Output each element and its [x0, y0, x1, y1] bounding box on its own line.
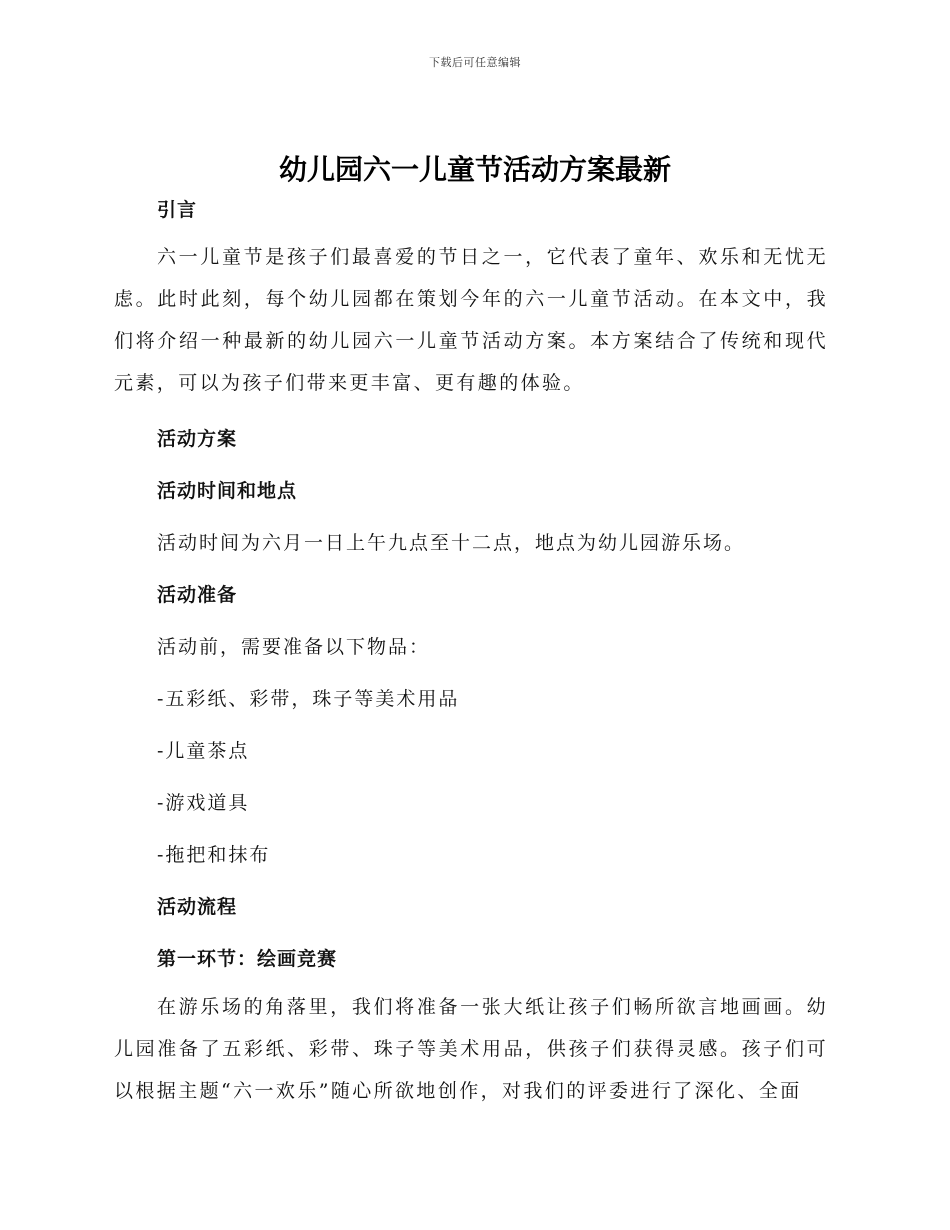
list-item: -儿童茶点: [157, 740, 250, 762]
header-note: 下载后可任意编辑: [429, 56, 521, 69]
list-item: -五彩纸、彩带，珠子等美术用品: [157, 688, 460, 710]
list-item: -拖把和抹布: [157, 844, 271, 866]
document-body: [114, 195, 828, 1112]
list-item: -游戏道具: [157, 792, 250, 814]
document-title: 幼儿园六一儿童节活动方案最新: [278, 153, 671, 186]
section-heading-stage1: 第一环节：绘画竞赛: [157, 948, 338, 970]
section-heading-intro: 引言: [157, 199, 198, 221]
intro-paragraph: 六一儿童节是孩子们最喜爱的节日之一，它代表了童年、欢乐和无忧无虑。此时此刻，每个幼儿园都在策划今年的六一儿童节活动。在本文中，我们将介绍一种最新的幼儿园六一儿童节活动方案。本方案结合了传统和现代元素，可以为孩子们带来更丰富、更有趣的体验。: [114, 246, 828, 394]
stage1-paragraph: 在游乐场的角落里，我们将准备一张大纸让孩子们畅所欲言地画画。幼儿园准备了五彩纸、彩带、珠子等美术用品，供孩子们获得灵感。孩子们可以根据主题“六一欢乐”随心所欲地创作，对我们的评委进行了深化、全面: [114, 996, 828, 1102]
preparation-intro: 活动前，需要准备以下物品：: [157, 636, 431, 658]
section-heading-preparation: 活动准备: [157, 584, 238, 606]
section-heading-plan: 活动方案: [157, 428, 238, 450]
section-heading-flow: 活动流程: [157, 896, 238, 918]
section-heading-time-place: 活动时间和地点: [157, 480, 298, 502]
time-place-text: 活动时间为六月一日上午九点至十二点，地点为幼儿园游乐场。: [157, 532, 746, 554]
